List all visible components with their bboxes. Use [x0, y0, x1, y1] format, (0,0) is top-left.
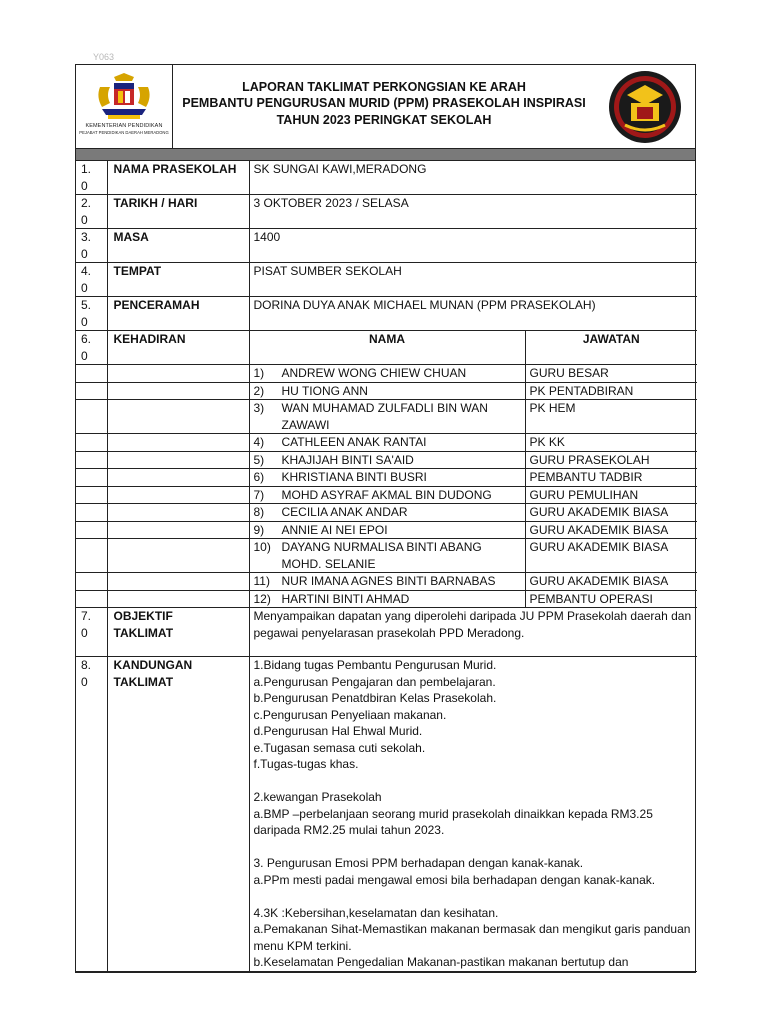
- row-label: PENCERAMAH: [107, 297, 249, 331]
- kpm-logo-text: KEMENTERIAN PENDIDIKAN: [85, 123, 163, 129]
- attendee-number: 6): [253, 470, 265, 484]
- attendee-name: CECILIA ANAK ANDAR: [281, 505, 408, 519]
- attendee-row: [76, 469, 697, 487]
- attendee-name: CATHLEEN ANAK RANTAI: [281, 435, 427, 449]
- document-code: Y063: [93, 52, 115, 62]
- attendee-name: NUR IMANA AGNES BINTI BARNABAS: [281, 574, 496, 588]
- attendee-number: 4): [253, 435, 265, 449]
- row-value: DORINA DUYA ANAK MICHAEL MUNAN (PPM PRASEKOLAH): [249, 297, 697, 331]
- school-logo-cell: [595, 65, 695, 148]
- attendee-role: GURU BESAR: [525, 365, 697, 383]
- content-line: [254, 839, 694, 856]
- attendee-role: PK KK: [525, 434, 697, 452]
- attendee-name: ANDREW WONG CHIEW CHUAN: [281, 366, 467, 380]
- ppd-logo-text: PEJABAT PENDIDIKAN DAERAH MERADONG: [79, 130, 169, 135]
- row-number: 3. 0: [76, 229, 107, 263]
- attendee-number: 12): [253, 591, 271, 606]
- attendee-role: GURU AKADEMIK BIASA: [525, 539, 697, 573]
- content-line: 1.Bidang tugas Pembantu Pengurusan Murid.: [253, 658, 497, 672]
- content-row: [76, 657, 697, 972]
- attendee-number: 9): [253, 522, 265, 537]
- attendee-number: 3): [253, 401, 265, 415]
- attendee-number: 5): [253, 452, 265, 467]
- title-line-1: LAPORAN TAKLIMAT PERKONGSIAN KE ARAH: [242, 79, 526, 94]
- content-line: [254, 888, 694, 905]
- report-header: [76, 65, 695, 149]
- content-line: 3. Pengurusan Emosi PPM berhadapan dengan kanak-kanak.: [253, 856, 584, 870]
- attendee-number: 11): [253, 574, 270, 588]
- content-text: [249, 657, 697, 972]
- content-line: 4.3K :Kebersihan,keselamatan dan kesihatan.: [253, 905, 499, 920]
- attendee-row: [76, 400, 697, 434]
- attendee-name: HU TIONG ANN: [281, 383, 368, 398]
- attendance-header-row: [76, 331, 697, 365]
- report-title: [173, 65, 595, 148]
- attendee-role: PK HEM: [525, 400, 697, 434]
- attendee-row: [76, 539, 697, 573]
- attendee-row: [76, 521, 697, 539]
- attendee-name: HARTINI BINTI AHMAD: [281, 591, 410, 606]
- column-header-role: JAWATAN: [525, 331, 697, 365]
- row-value: SK SUNGAI KAWI,MERADONG: [249, 161, 697, 195]
- info-row: [76, 263, 697, 297]
- column-header-name: NAMA: [249, 331, 525, 365]
- attendee-row: [76, 504, 697, 522]
- row-label: NAMA PRASEKOLAH: [107, 161, 249, 195]
- school-crest-icon: [607, 69, 683, 145]
- info-row: [76, 229, 697, 263]
- attendee-role: GURU PEMULIHAN: [525, 486, 697, 504]
- attendee-name: KHRISTIANA BINTI BUSRI: [281, 470, 427, 484]
- attendee-number: 1): [253, 366, 265, 380]
- attendee-number: 8): [253, 505, 265, 519]
- attendee-name: DAYANG NURMALISA BINTI ABANG MOHD. SELANIE: [281, 540, 482, 571]
- attendee-name: KHAJIJAH BINTI SA'AID: [281, 452, 414, 467]
- row-value: 1400: [249, 229, 697, 263]
- row-number: 1. 0: [76, 161, 107, 195]
- content-line: c.Pengurusan Penyeliaan makanan.: [253, 707, 447, 722]
- row-number: 4. 0: [76, 263, 107, 297]
- attendee-role: PK PENTADBIRAN: [525, 382, 697, 400]
- row-label: TARIKH / HARI: [107, 195, 249, 229]
- row-number: 8. 0: [76, 657, 107, 972]
- content-line: a.BMP –perbelanjaan seorang murid prasekolah dinaikkan kepada RM3.25 daripada RM2.25 mulai tahun 2023.: [253, 806, 653, 837]
- title-line-3: TAHUN 2023 PERINGKAT SEKOLAH: [276, 112, 492, 127]
- objective-row: [76, 608, 697, 657]
- attendee-role: GURU AKADEMIK BIASA: [525, 573, 697, 591]
- row-number: 6. 0: [76, 331, 107, 365]
- row-label: TEMPAT: [107, 263, 249, 297]
- attendee-number: 10): [253, 540, 271, 554]
- kpm-logo-cell: [76, 65, 173, 148]
- row-label: OBJEKTIF TAKLIMAT: [107, 608, 249, 657]
- attendee-name: MOHD ASYRAF AKMAL BIN DUDONG: [281, 487, 492, 502]
- row-label: KANDUNGAN TAKLIMAT: [107, 657, 249, 972]
- malaysia-coat-of-arms-icon: [92, 73, 156, 121]
- attendee-row: [76, 486, 697, 504]
- info-row: [76, 161, 697, 195]
- row-number: 2. 0: [76, 195, 107, 229]
- attendee-role: PEMBANTU TADBIR: [525, 469, 697, 487]
- report-table: [76, 161, 697, 972]
- title-line-2: PEMBANTU PENGURUSAN MURID (PPM) PRASEKOLAH INSPIRASI: [182, 96, 586, 111]
- content-line: a.Pemakanan Sihat-Memastikan makanan bermasak dan mengikut garis panduan menu KPM terkini.: [253, 922, 691, 953]
- content-line: e.Tugasan semasa cuti sekolah.: [253, 740, 426, 755]
- content-line: a.Pengurusan Pengajaran dan pembelajaran.: [253, 674, 496, 689]
- attendee-name: WAN MUHAMAD ZULFADLI BIN WAN ZAWAWI: [281, 401, 488, 432]
- content-line: 2.kewangan Prasekolah: [253, 790, 382, 804]
- row-label: MASA: [107, 229, 249, 263]
- attendee-number: 7): [253, 487, 265, 502]
- attendee-number: 2): [253, 383, 265, 398]
- content-line: b.Pengurusan Penatdbiran Kelas Prasekolah.: [253, 691, 497, 705]
- attendee-row: [76, 590, 697, 608]
- content-line: b.Keselamatan Pengedalian Makanan-pastikan makanan bertutup dan: [253, 955, 629, 969]
- attendee-row: [76, 451, 697, 469]
- report-document: [75, 64, 696, 973]
- attendee-row: [76, 365, 697, 383]
- objective-text: Menyampaikan dapatan yang diperolehi daripada JU PPM Prasekolah daerah dan pegawai penyelarasan prasekolah PPD Meradong.: [249, 608, 697, 657]
- attendee-row: [76, 573, 697, 591]
- info-row: [76, 195, 697, 229]
- attendee-role: GURU AKADEMIK BIASA: [525, 521, 697, 539]
- row-value: 3 OKTOBER 2023 / SELASA: [249, 195, 697, 229]
- content-line: [254, 773, 694, 790]
- content-line: f.Tugas-tugas khas.: [253, 757, 359, 771]
- content-line: d.Pengurusan Hal Ehwal Murid.: [253, 724, 423, 738]
- row-number: 7. 0: [76, 608, 107, 657]
- row-number: 5. 0: [76, 297, 107, 331]
- attendee-role: GURU PRASEKOLAH: [525, 451, 697, 469]
- header-divider-band: [76, 149, 695, 161]
- attendee-role: PEMBANTU OPERASI: [525, 590, 697, 608]
- info-row: [76, 297, 697, 331]
- attendee-row: [76, 434, 697, 452]
- attendee-row: [76, 382, 697, 400]
- attendee-name: ANNIE AI NEI EPOI: [281, 522, 388, 537]
- content-line: a.PPm mesti padai mengawal emosi bila berhadapan dengan kanak-kanak.: [253, 872, 656, 887]
- attendee-role: GURU AKADEMIK BIASA: [525, 504, 697, 522]
- row-label: KEHADIRAN: [107, 331, 249, 365]
- row-value: PISAT SUMBER SEKOLAH: [249, 263, 697, 297]
